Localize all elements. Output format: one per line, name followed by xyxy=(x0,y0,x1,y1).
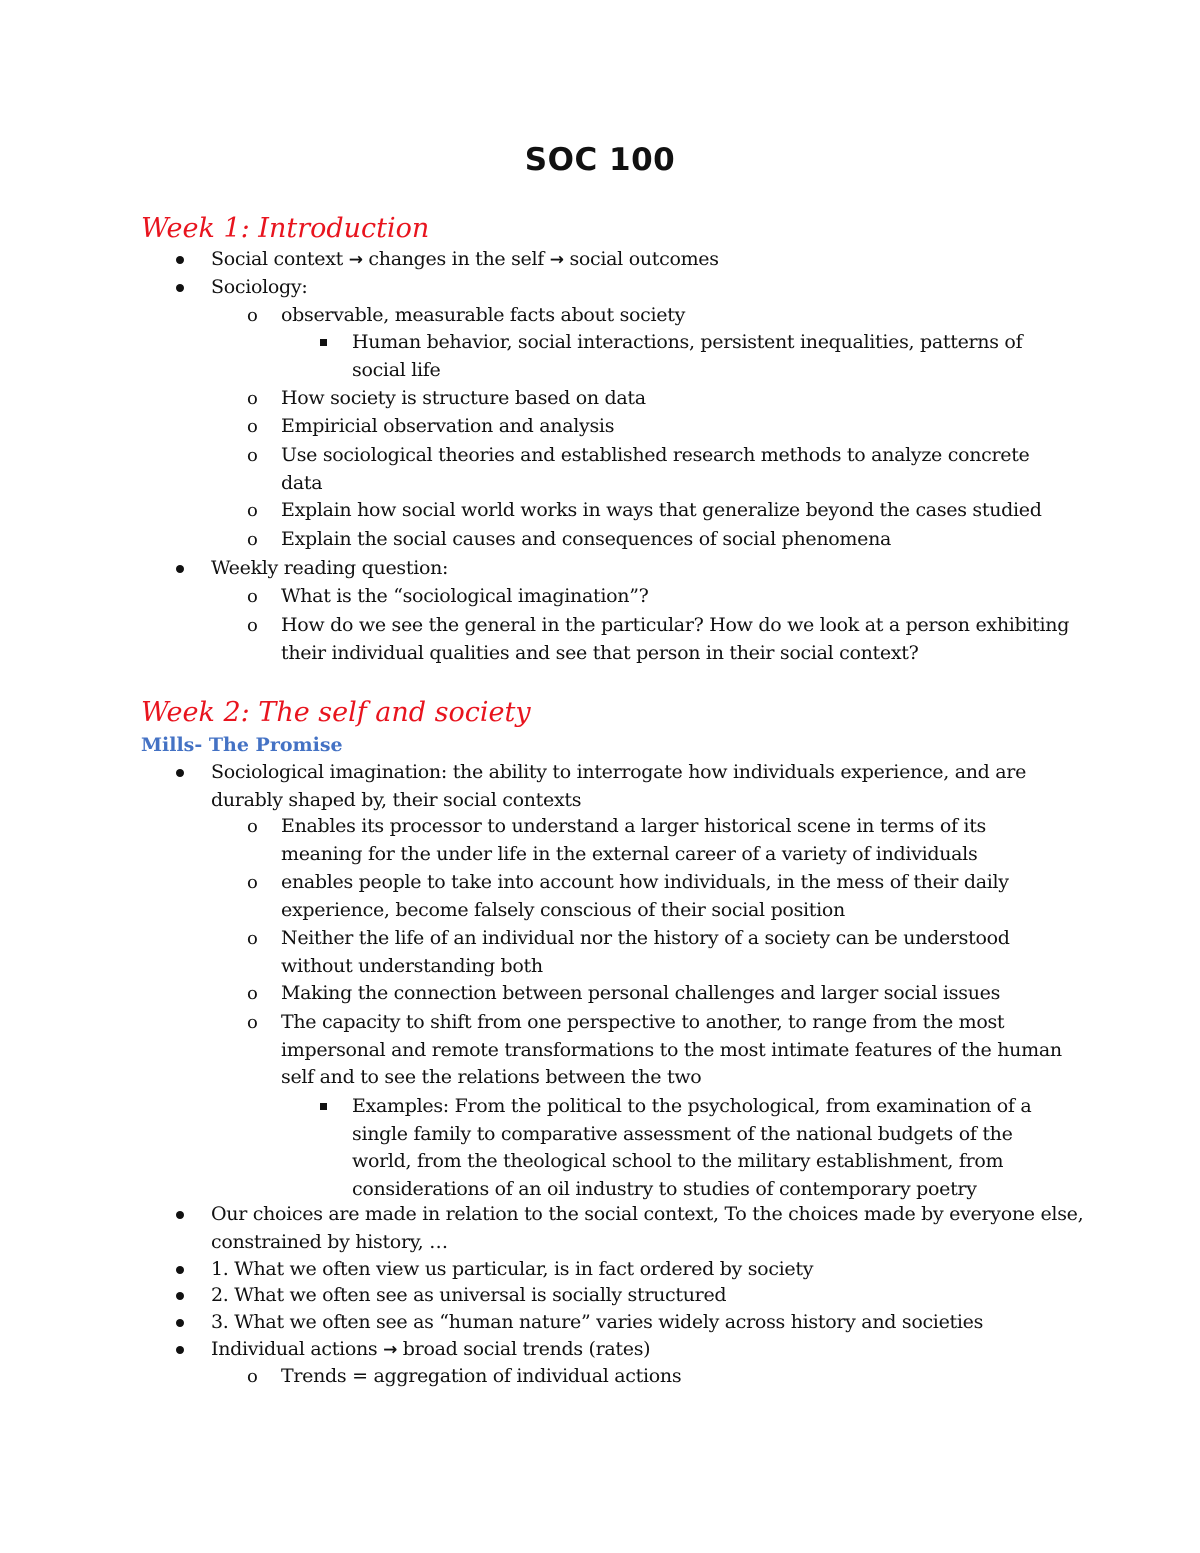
list-item: Explain how social world works in ways that generalize beyond the cases studied xyxy=(281,499,1042,521)
list-item: Use sociological theories and established research methods to analyze concrete data xyxy=(281,444,1030,494)
bullet-dot-icon xyxy=(176,284,184,292)
bullet-o-icon: o xyxy=(247,872,258,893)
list-item: 2. What we often see as universal is socially structured xyxy=(211,1284,727,1306)
list-item: Sociological imagination: the ability to interrogate how individuals experience, and are durably shaped by, their social contexts xyxy=(211,761,1027,811)
list-item: Sociology: xyxy=(211,276,308,298)
list-item: Our choices are made in relation to the social context, To the choices made by everyone else, constrained by history, … xyxy=(211,1203,1084,1253)
bullet-dot-icon xyxy=(176,1266,184,1274)
list-item: Individual actions → broad social trends (rates) xyxy=(211,1338,651,1360)
bullet-o-icon: o xyxy=(247,1012,258,1033)
bullet-square-icon xyxy=(320,339,327,346)
bullet-square-icon xyxy=(320,1103,327,1110)
bullet-o-icon: o xyxy=(247,816,258,837)
list-item: What is the “sociological imagination”? xyxy=(281,585,649,607)
week-2-heading: Week 2: The self and society xyxy=(141,697,531,728)
list-item: Making the connection between personal challenges and larger social issues xyxy=(281,982,1001,1004)
list-item: Empiricial observation and analysis xyxy=(281,415,615,437)
bullet-o-icon: o xyxy=(247,983,258,1004)
bullet-o-icon: o xyxy=(247,305,258,326)
list-item: Weekly reading question: xyxy=(211,557,449,579)
list-item: Examples: From the political to the psychological, from examination of a single family to comparative assessment of the national budgets of the world, from the theological school to the military establishment, from considerations of an oil industry to studies of contemporary poetry xyxy=(352,1095,1032,1200)
list-item: Human behavior, social interactions, persistent inequalities, patterns of social life xyxy=(352,331,1023,381)
bullet-o-icon: o xyxy=(247,928,258,949)
bullet-o-icon: o xyxy=(247,615,258,636)
list-item: Enables its processor to understand a larger historical scene in terms of its meaning for the under life in the external career of a variety of individuals xyxy=(281,815,986,865)
bullet-o-icon: o xyxy=(247,529,258,550)
week-1-heading: Week 1: Introduction xyxy=(141,213,430,244)
bullet-dot-icon xyxy=(176,565,184,573)
list-item: Neither the life of an individual nor the history of a society can be understood without understanding both xyxy=(281,927,1010,977)
list-item: 3. What we often see as “human nature” varies widely across history and societies xyxy=(211,1311,984,1333)
bullet-o-icon: o xyxy=(247,1366,258,1387)
bullet-dot-icon xyxy=(176,1319,184,1327)
list-item: How do we see the general in the particular? How do we look at a person exhibiting their individual qualities and see that person in their social context? xyxy=(281,614,1070,664)
list-item: 1. What we often view us particular, is in fact ordered by society xyxy=(211,1258,814,1280)
list-item: Social context → changes in the self → social outcomes xyxy=(211,248,719,270)
bullet-o-icon: o xyxy=(247,500,258,521)
arrow-right-icon: → xyxy=(383,1340,398,1360)
arrow-right-icon: → xyxy=(348,250,363,270)
bullet-dot-icon xyxy=(176,769,184,777)
bullet-dot-icon xyxy=(176,1346,184,1354)
bullet-o-icon: o xyxy=(247,445,258,466)
list-item: The capacity to shift from one perspective to another, to range from the most impersonal and remote transformations to the most intimate features of the human self and to see the relations between the two xyxy=(281,1011,1062,1088)
arrow-right-icon: → xyxy=(549,250,564,270)
bullet-o-icon: o xyxy=(247,388,258,409)
bullet-dot-icon xyxy=(176,256,184,264)
bullet-dot-icon xyxy=(176,1211,184,1219)
document-title: SOC 100 xyxy=(524,142,676,178)
bullet-o-icon: o xyxy=(247,586,258,607)
bullet-dot-icon xyxy=(176,1292,184,1300)
list-item: observable, measurable facts about society xyxy=(281,304,685,326)
list-item: Trends = aggregation of individual actions xyxy=(281,1365,682,1387)
list-item: enables people to take into account how individuals, in the mess of their daily experience, become falsely conscious of their social position xyxy=(281,871,1009,921)
list-item: Explain the social causes and consequences of social phenomena xyxy=(281,528,892,550)
list-item: How society is structure based on data xyxy=(281,387,646,409)
bullet-o-icon: o xyxy=(247,416,258,437)
reading-subheading: Mills- The Promise xyxy=(141,734,343,756)
